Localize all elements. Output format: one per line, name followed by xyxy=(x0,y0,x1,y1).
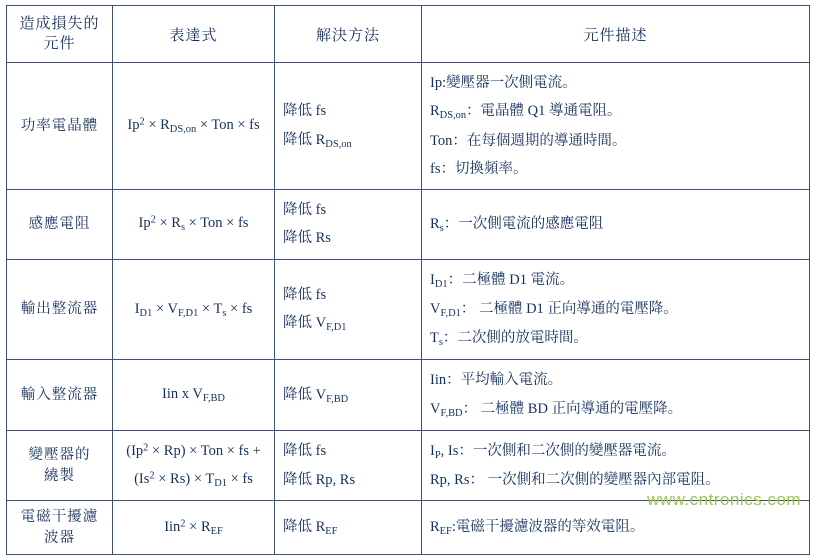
solution-line: 降低 Rp, Rs xyxy=(283,471,356,488)
solution-line: 降低 fs xyxy=(283,286,327,303)
loss-breakdown-table xyxy=(6,5,810,555)
row-description xyxy=(422,190,810,260)
description-line: Iin：平均輸入電流。 xyxy=(430,372,563,389)
description-line: $R_{EF}$:電磁干擾濾波器的等效電阻。 xyxy=(430,519,645,538)
row-component: 電磁干擾濾 波器 xyxy=(7,501,113,555)
row-solution xyxy=(275,360,422,431)
row-component: 輸出整流器 xyxy=(7,259,113,360)
description-line: Ip:變壓器一次側電流。 xyxy=(430,75,577,91)
header-cell-description: 元件描述 xyxy=(422,6,810,63)
solution-line: 降低 fs xyxy=(283,103,327,120)
header-component-line2: 元件 xyxy=(43,36,76,52)
watermark-text: www.cntronics.com xyxy=(647,490,801,509)
row-solution xyxy=(275,501,422,555)
row-expression: $Ip^2 \times R_s$ × Ton × fs xyxy=(113,190,275,260)
row-expression: $Ip^2 \times R_{DS,on}$ × Ton × fs xyxy=(113,63,275,190)
row-expression: Iin x $V_{F,BD}$ xyxy=(113,360,275,431)
solution-line: 降低 $V_{F,D1}$ xyxy=(283,314,347,333)
solution-line: 降低 $R_{DS,on}$ xyxy=(283,131,352,150)
table-row xyxy=(7,259,810,360)
table-row xyxy=(7,63,810,190)
row-component: 感應電阻 xyxy=(7,190,113,260)
solution-line: 降低 $V_{F,BD}$ xyxy=(283,386,349,405)
solution-line: 降低 fs xyxy=(283,443,327,460)
description-line: $R_s$：一次側電流的感應電阻 xyxy=(430,215,604,234)
description-line: $V_{F,D1}$： 二極體 D1 正向導通的電壓降。 xyxy=(430,300,678,319)
row-solution xyxy=(275,63,422,190)
description-line: fs：切換頻率。 xyxy=(430,160,528,177)
row-component: 變壓器的 繞製 xyxy=(7,430,113,501)
header-cell-component xyxy=(7,6,113,63)
description-line: $R_{DS,on}$：電晶體 Q1 導通電阻。 xyxy=(430,103,622,122)
row-solution xyxy=(275,190,422,260)
header-component-line1: 造成損失的 xyxy=(19,15,100,32)
description-line: $V_{F,BD}$： 二極體 BD 正向導通的電壓降。 xyxy=(430,400,683,419)
row-component: 功率電晶體 xyxy=(7,63,113,190)
solution-line: 降低 Rs xyxy=(283,230,331,247)
row-description xyxy=(422,259,810,360)
row-expression: $(Ip^2 \times Rp)$ × Ton × fs + $(Is^2 \times Rs) \times T_{D1}$ × fs xyxy=(113,430,275,501)
description-line: $T_s$：二次側的放電時間。 xyxy=(430,330,588,349)
table-row xyxy=(7,190,810,260)
description-line: Ton：在每個週期的導通時間。 xyxy=(430,132,627,149)
row-component: 輸入整流器 xyxy=(7,360,113,431)
row-expression: $Iin^2 \times R_{EF}$ xyxy=(113,501,275,555)
table-header-row xyxy=(7,6,810,63)
description-line: $I_{D1}$：二極體 D1 電流。 xyxy=(430,271,575,290)
header-cell-expression: 表達式 xyxy=(113,6,275,63)
row-description xyxy=(422,360,810,431)
row-solution xyxy=(275,430,422,501)
description-line: Rp, Rs： 一次側和二次側的變壓器內部電阻。 xyxy=(430,472,720,489)
row-solution xyxy=(275,259,422,360)
table-row xyxy=(7,360,810,431)
header-cell-solution: 解決方法 xyxy=(275,6,422,63)
solution-line: 降低 fs xyxy=(283,202,327,219)
row-description xyxy=(422,63,810,190)
row-expression: $I_{D1} \times V_{F,D1} \times T_s$ × fs xyxy=(113,259,275,360)
description-line: $I_P$, Is：一次側和二次側的變壓器電流。 xyxy=(430,442,676,461)
solution-line: 降低 $R_{EF}$ xyxy=(283,519,338,538)
